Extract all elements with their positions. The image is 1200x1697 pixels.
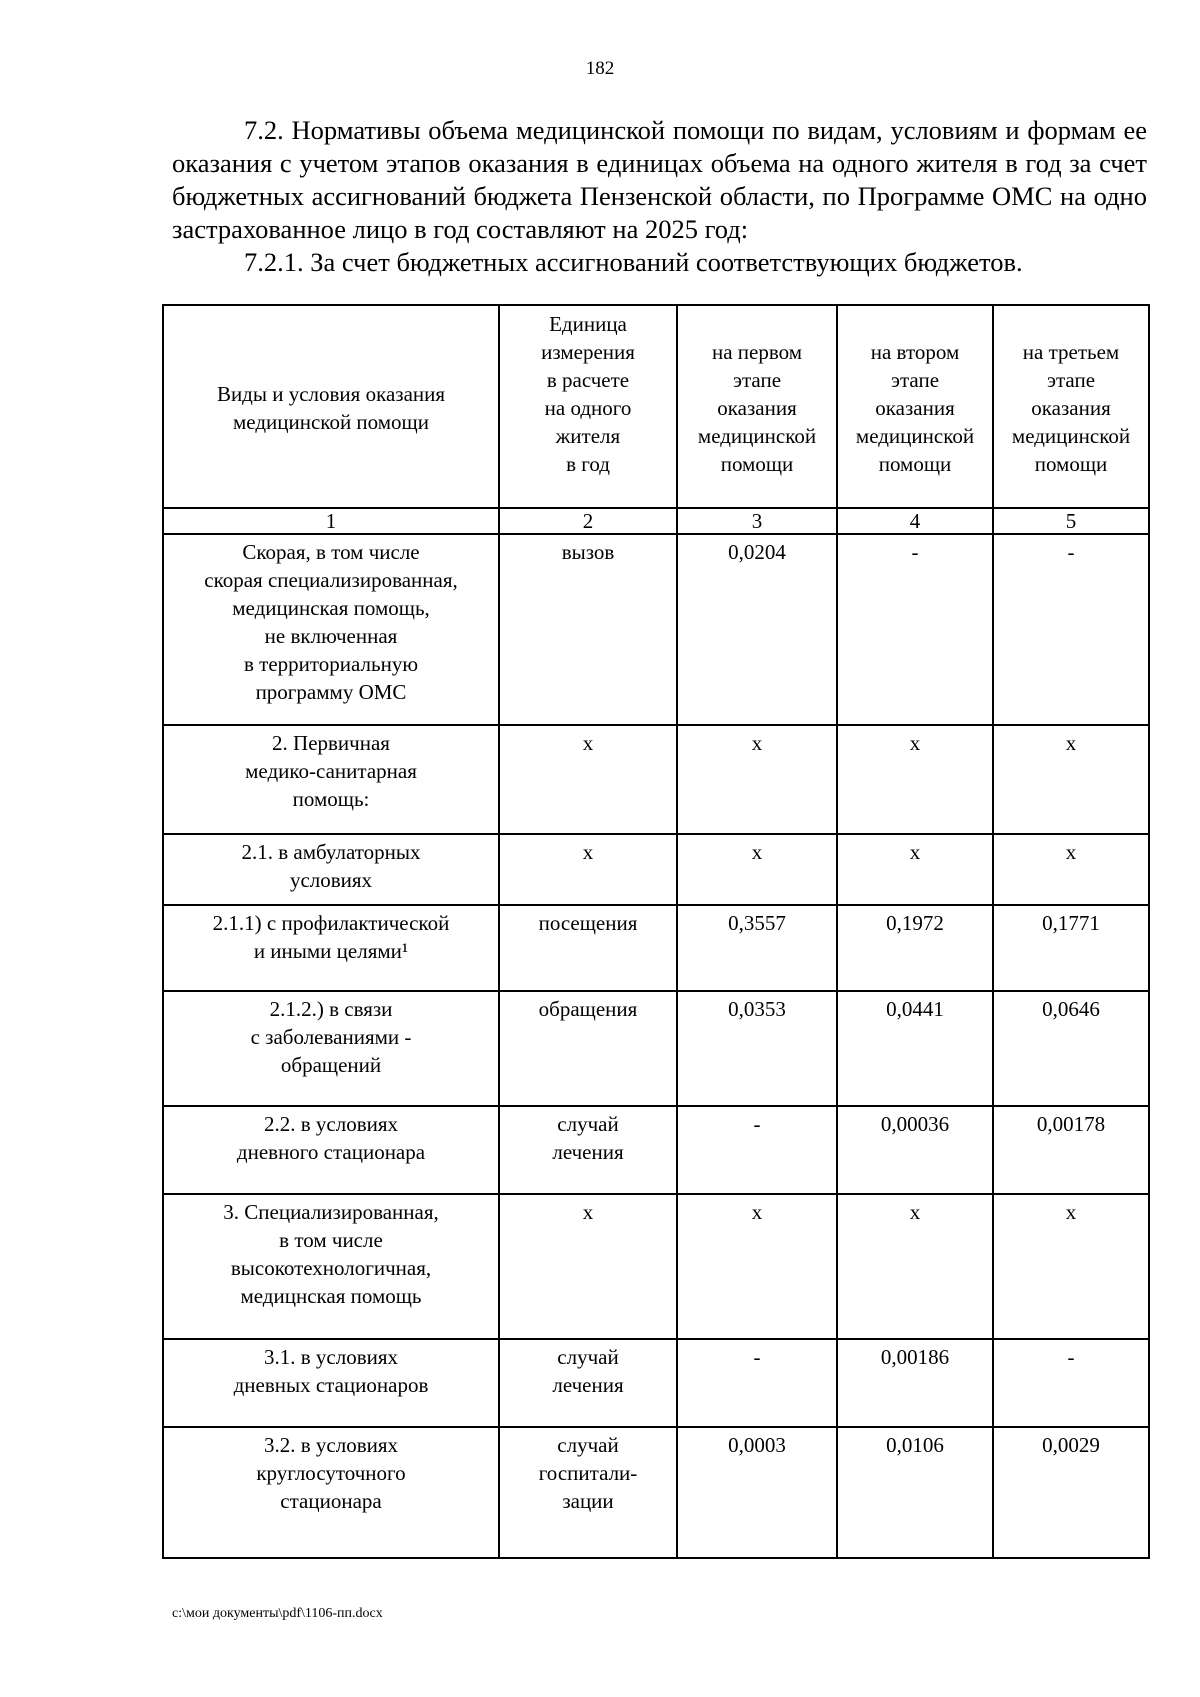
stage-2-value: 0,0441	[837, 991, 993, 1106]
subsection-paragraph: 7.2.1. За счет бюджетных ассигнований соответствующих бюджетов.	[244, 247, 1023, 277]
care-type-cell: 2.2. в условиях дневного стационара	[163, 1106, 499, 1194]
table-row	[163, 991, 1149, 1106]
stage-3-value: x	[993, 1194, 1149, 1339]
table-row	[163, 1194, 1149, 1339]
stage-3-value: x	[993, 834, 1149, 905]
table-row	[163, 1106, 1149, 1194]
care-type-cell: 2.1. в амбулаторных условиях	[163, 834, 499, 905]
unit-cell: x	[499, 1194, 677, 1339]
page-number: 182	[585, 58, 615, 79]
stage-2-value: x	[837, 834, 993, 905]
stage-1-value: x	[677, 834, 837, 905]
unit-cell: x	[499, 725, 677, 834]
care-type-cell: 3. Специализированная, в том числе высокотехнологичная, медицнская помощь	[163, 1194, 499, 1339]
stage-3-value: 0,0646	[993, 991, 1149, 1106]
table-header-row	[163, 305, 1149, 508]
stage-2-value: 0,1972	[837, 905, 993, 991]
stage-2-value: 0,00036	[837, 1106, 993, 1194]
table-row	[163, 834, 1149, 905]
column-number-row	[163, 508, 1149, 534]
table-row	[163, 1339, 1149, 1427]
table-row	[163, 534, 1149, 725]
header-unit: Единица измерения в расчете на одного жителя в год	[499, 305, 677, 508]
care-type-cell: 2.1.1) с профилактической и иными целями¹	[163, 905, 499, 991]
stage-2-value: -	[837, 534, 993, 725]
column-number: 1	[163, 508, 499, 534]
stage-1-value: 0,0353	[677, 991, 837, 1106]
header-stage-2: на втором этапе оказания медицинской помощи	[837, 305, 993, 508]
norms-table	[162, 304, 1150, 1559]
table-row	[163, 725, 1149, 834]
stage-1-value: 0,0003	[677, 1427, 837, 1558]
care-type-cell: 3.2. в условиях круглосуточного стационара	[163, 1427, 499, 1558]
stage-1-value: 0,0204	[677, 534, 837, 725]
unit-cell: посещения	[499, 905, 677, 991]
stage-1-value: 0,3557	[677, 905, 837, 991]
unit-cell: случай лечения	[499, 1339, 677, 1427]
stage-3-value: 0,0029	[993, 1427, 1149, 1558]
table-row	[163, 1427, 1149, 1558]
stage-3-value: -	[993, 534, 1149, 725]
header-stage-1: на первом этапе оказания медицинской помощи	[677, 305, 837, 508]
stage-2-value: x	[837, 1194, 993, 1339]
unit-cell: x	[499, 834, 677, 905]
stage-2-value: x	[837, 725, 993, 834]
unit-cell: обращения	[499, 991, 677, 1106]
column-number: 5	[993, 508, 1149, 534]
intro-text	[172, 114, 1147, 279]
stage-2-value: 0,0106	[837, 1427, 993, 1558]
column-number: 2	[499, 508, 677, 534]
file-path-footer: c:\мои документы\pdf\1106-пп.docx	[172, 1606, 383, 1621]
stage-1-value: x	[677, 725, 837, 834]
stage-3-value: -	[993, 1339, 1149, 1427]
section-paragraph: 7.2. Нормативы объема медицинской помощи по видам, условиям и формам ее оказания с учетом этапов оказания в единицах объема на одного жителя в год за счет бюджетных ассигнований бюджета Пензенской области, по Программе ОМС на одно застрахованное лицо в год составляют на 2025 год:	[172, 115, 1147, 244]
unit-cell: случай лечения	[499, 1106, 677, 1194]
care-type-cell: 3.1. в условиях дневных стационаров	[163, 1339, 499, 1427]
care-type-cell: Скорая, в том числе скорая специализированная, медицинская помощь, не включенная в территориальную программу ОМС	[163, 534, 499, 725]
care-type-cell: 2.1.2.) в связи с заболеваниями - обращений	[163, 991, 499, 1106]
stage-1-value: x	[677, 1194, 837, 1339]
stage-3-value: x	[993, 725, 1149, 834]
unit-cell: случай госпитали- зации	[499, 1427, 677, 1558]
stage-2-value: 0,00186	[837, 1339, 993, 1427]
care-type-cell: 2. Первичная медико-санитарная помощь:	[163, 725, 499, 834]
header-stage-3: на третьем этапе оказания медицинской помощи	[993, 305, 1149, 508]
column-number: 3	[677, 508, 837, 534]
unit-cell: вызов	[499, 534, 677, 725]
stage-3-value: 0,1771	[993, 905, 1149, 991]
header-care-type: Виды и условия оказания медицинской помощи	[163, 305, 499, 508]
stage-1-value: -	[677, 1106, 837, 1194]
column-number: 4	[837, 508, 993, 534]
stage-1-value: -	[677, 1339, 837, 1427]
stage-3-value: 0,00178	[993, 1106, 1149, 1194]
table-row	[163, 905, 1149, 991]
